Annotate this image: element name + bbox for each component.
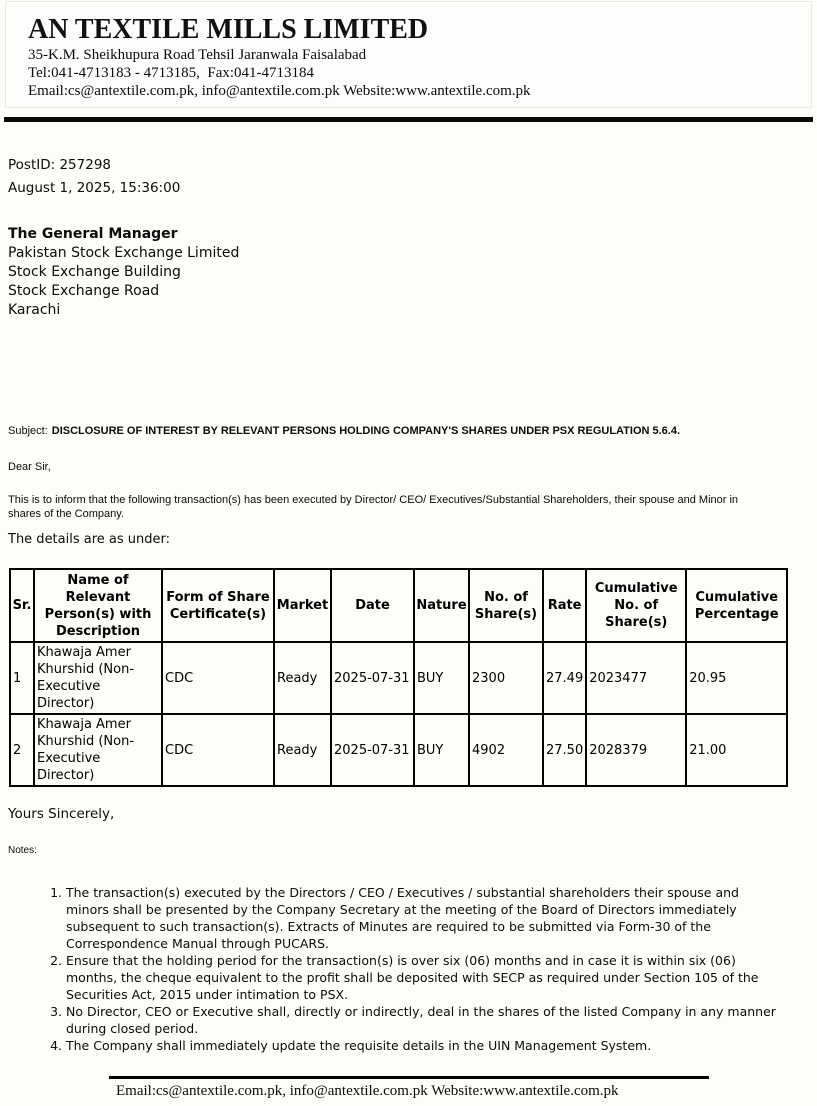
company-phone: Tel:041-4713183 - 4713185, Fax:041-4713184 — [28, 65, 315, 81]
col-header-sr: Sr. — [10, 569, 34, 642]
post-id-line — [8, 154, 817, 177]
col-header-cumulative-shares: Cumulative No. of Share(s) — [586, 569, 686, 642]
subject-text: DISCLOSURE OF INTEREST BY RELEVANT PERSONS HOLDING COMPANY'S SHARES UNDER PSX REGULATION 5.6.4. — [51, 425, 681, 437]
post-datetime: August 1, 2025, 15:36:00 — [8, 180, 181, 196]
cell-cumulative-percentage: 21.00 — [686, 714, 787, 786]
subject-label: Subject: — [8, 425, 48, 437]
cell-date: 2025-07-31 — [331, 714, 414, 786]
post-id-label: PostID: — [8, 157, 56, 173]
col-header-market: Market — [274, 569, 331, 642]
addressee-title: The General Manager — [8, 226, 178, 242]
cell-rate: 27.49 — [543, 642, 586, 714]
company-name: AN TEXTILE MILLS LIMITED — [28, 14, 429, 45]
table-header-row — [10, 569, 787, 642]
cell-shares: 4902 — [469, 714, 543, 786]
post-meta — [8, 154, 817, 200]
closing: Yours Sincerely, — [8, 806, 115, 822]
subject-line — [8, 424, 817, 438]
notes-list — [8, 884, 780, 1054]
letterhead — [5, 1, 812, 108]
post-id-value: 257298 — [59, 157, 112, 173]
details-intro: The details are as under: — [8, 532, 171, 547]
addressee-block — [8, 225, 817, 320]
letter-body — [8, 154, 817, 1054]
addressee-line: Stock Exchange Road — [8, 283, 160, 299]
note-item: 3. No Director, CEO or Executive shall, directly or indirectly, deal in the shares of the listed Company in any manner during closed period. — [66, 1003, 780, 1037]
col-header-form: Form of Share Certificate(s) — [162, 569, 274, 642]
col-header-rate: Rate — [543, 569, 586, 642]
addressee-line: Karachi — [8, 302, 61, 318]
cell-market: Ready — [274, 642, 331, 714]
cell-name: Khawaja Amer Khurshid (Non-Executive Director) — [34, 642, 162, 714]
cell-nature: BUY — [414, 642, 469, 714]
col-header-date: Date — [331, 569, 414, 642]
cell-nature: BUY — [414, 714, 469, 786]
table-row — [10, 714, 787, 786]
col-header-shares: No. of Share(s) — [469, 569, 543, 642]
company-address: 35-K.M. Sheikhupura Road Tehsil Jaranwala Faisalabad — [28, 47, 367, 63]
col-header-cumulative-percentage: Cumulative Percentage — [686, 569, 787, 642]
page-footer — [109, 1076, 709, 1100]
col-header-nature: Nature — [414, 569, 469, 642]
cell-shares: 2300 — [469, 642, 543, 714]
cell-date: 2025-07-31 — [331, 642, 414, 714]
addressee-line: Stock Exchange Building — [8, 264, 181, 280]
cell-sr: 2 — [10, 714, 34, 786]
cell-form: CDC — [162, 642, 274, 714]
note-item: 2. Ensure that the holding period for the transaction(s) is over six (06) months and in case it is within six (06) months, the cheque equivalent to the profit shall be deposited with SECP as required under Section 105 of the Securities Act, 2015 under intimation to PSX. — [66, 952, 780, 1003]
salutation: Dear Sir, — [8, 461, 51, 473]
cell-cumulative-shares: 2023477 — [586, 642, 686, 714]
cell-sr: 1 — [10, 642, 34, 714]
cell-form: CDC — [162, 714, 274, 786]
header-divider — [4, 117, 813, 122]
note-item: 1. The transaction(s) executed by the Directors / CEO / Executives / substantial shareholders their spouse and minors shall be presented by the Company Secretary at the meeting of the Board of Directors immediately subsequent to such transaction(s). Extracts of Minutes are required to be submitted via Form-30 of the Correspondence Manual through PUCARS. — [66, 884, 780, 952]
company-email: Email:cs@antextile.com.pk, info@antextile.com.pk Website:www.antextile.com.pk — [28, 83, 531, 99]
notes-label: Notes: — [8, 845, 37, 856]
cell-name: Khawaja Amer Khurshid (Non-Executive Director) — [34, 714, 162, 786]
note-item: 4. The Company shall immediately update the requisite details in the UIN Management System. — [66, 1037, 780, 1054]
cell-rate: 27.50 — [543, 714, 586, 786]
col-header-name: Name of Relevant Person(s) with Description — [34, 569, 162, 642]
footer-contact-line: Email:cs@antextile.com.pk, info@antextile.com.pk Website:www.antextile.com.pk — [116, 1083, 619, 1099]
cell-cumulative-shares: 2028379 — [586, 714, 686, 786]
intro-paragraph: This is to inform that the following transaction(s) has been executed by Director/ CEO/ Executives/Substantial Shareholders, their spouse and Minor in shares of the Company. — [8, 494, 739, 520]
addressee-line: Pakistan Stock Exchange Limited — [8, 245, 240, 261]
transactions-table — [9, 568, 788, 787]
cell-market: Ready — [274, 714, 331, 786]
table-row — [10, 642, 787, 714]
cell-cumulative-percentage: 20.95 — [686, 642, 787, 714]
